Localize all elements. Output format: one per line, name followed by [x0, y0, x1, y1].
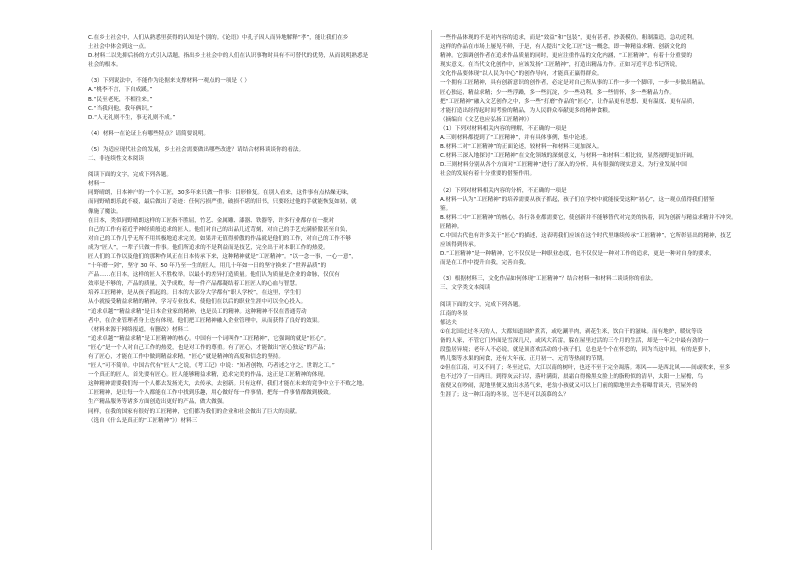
right-text-line: 雀便又在吵闹，泥地里便又放出水蒸气来，老翁小孩就又可以上门前的隙地里去坐着曝背谈天，营屋外的 — [440, 383, 698, 390]
left-text-line: 从小就接受精益求精的精神，学习专业技术，使他们在以后的职业生涯中可以全心投入。 — [88, 299, 307, 306]
left-text-line: “追求卓越”“精益求精”是日本企业家的精神，也是员工的精神。这种精神不仅在普通劳动 — [88, 308, 307, 315]
right-text-line: 而是在工作中提升自我，完善自我。 — [440, 260, 530, 267]
left-text-line: D.材料二以先抑后扬的方式引入话题，指出乡土社会中的人们在认识事物时具有不可替代的优势，从而说明熟悉是 — [88, 53, 369, 60]
left-text-line: 成为“匠人”，一辈子只做一件事。他们所追求的不是利益而是技艺，完全出于对本职工作的热爱。 — [88, 244, 329, 251]
left-text-line — [88, 139, 426, 146]
left-text-line: “匠人”可不简单。中国古代有“匠人”之说，《考工记》中说：“知者创物，巧者述之守之，世谓之工。” — [88, 363, 335, 370]
left-text-line: 阅读下面的文字，完成下列各题。 — [88, 172, 172, 179]
right-text-line: 生涯了；这一种江南的冬景，岂不是可以羡慕的么？ — [440, 392, 569, 399]
right-column — [440, 34, 780, 401]
left-text-line: （选自《什么是真正的“工匠精神”》）材料三 — [88, 417, 198, 424]
right-text-line: 三、文学类文本阅读 — [440, 285, 491, 292]
left-text-line: C.“当我问他，我年俩识。” — [88, 105, 153, 112]
left-text-line: 对自己的工作几乎无所不用其极地追求完美。如果并无值得骄傲的作品就是他们的工作，对自己的工作不够 — [88, 235, 351, 242]
left-text-line: B.“民至老死，不相往来。” — [88, 96, 153, 103]
right-text-line — [440, 180, 780, 187]
left-text-line: 在日本，类似同野晴朗这样的工匠指不胜屈，竹艺、金属雕、漆器、铁器等，许多行业都存在一批对 — [88, 217, 335, 224]
left-text-line: 像施了魔法。 — [88, 208, 122, 215]
right-text-line: （2）下列对材料相关内容的分析，不正确的一项是 — [440, 187, 567, 194]
left-text-line: A.“桃李不言，下自成蹊。” — [88, 87, 153, 94]
left-text-line: 材料一 — [88, 181, 105, 188]
left-text-line: 二、非连续性文本阅读 — [88, 156, 144, 163]
right-text-line: 一个拥有工匠精神，具有创新意识的创作者，必定是对自己所从事的工作一步一个脚印，一步一步做出精品。 — [440, 80, 709, 87]
right-text-line — [440, 268, 780, 275]
left-text-line: 产品……在日本，这样的匠人不胜枚举。以最小的差异打造质量。他们认为质量是企业的命脉，仅仅有 — [88, 272, 340, 279]
left-text-line: 同野晴朗，日本神户的一个小工匠，30多年来只做一件事：目形修复。在别人看来，这件事有点枯燥无味， — [88, 190, 353, 197]
right-text-line: 匠心独运，精益求精；少一些浮躁，多一些沉淀，少一些功利，多一些情怀，多一些精品力作。 — [440, 89, 675, 96]
left-text-line: 者中，在企业管理者身上也有体现。他们把工匠精神融入企业管理中，从而获得了良好的效果。 — [88, 317, 323, 324]
right-text-line: 应该得到传承。 — [440, 242, 480, 249]
left-text-line: 自己的工作有着近乎神经质般追求的匠人。他们对自己的出品几近苛刻，对自己的手艺充满骄傲甚至自负， — [88, 226, 351, 233]
right-text-line: 这样的作品在市场上屡见不鲜，于是，有人提出“文化工匠”这一概念，即一种精益求精、创新文化的 — [440, 44, 687, 51]
left-text-line: 而同野晴朗乐此不疲，最后做出了奇迹：任何污损严重，破损不堪的旧书，只要经过他的手就能恢复如初，就 — [88, 199, 357, 206]
right-text-line: D.三则材料分别从各个方面对“工匠精神”进行了深入的分析，具有很强的现实意义，为行业发展中国 — [440, 162, 687, 169]
left-text-line: （4）材料一在论证上有哪些特点？请简要说明。 — [88, 130, 210, 137]
right-text-line: B.材料二中“工匠精神”的核心，各行各业都需要它，使创新并不能够替代对完美的执着，因为创新与精益求精并不冲突。 — [440, 214, 737, 221]
column-divider — [431, 30, 432, 550]
left-text-line: 生产精品服务等诸多方面创造出更好的产品，做大做强。 — [88, 399, 228, 406]
right-text-line: 鉴。 — [440, 205, 452, 212]
left-text-line: （5）为适应现代社会的发展，乡土社会需要做出哪些改进？请结合材料谈谈你的看法。 — [88, 146, 305, 153]
right-text-line: 段蛰居异境；老年人不必说，就是顶喜欢活动的小孩子们，总也是个个在怀恋的，因为当这中间，有的是萝卜， — [440, 347, 715, 353]
right-text-line: 一些作品体现的不是对内容的追求，而是“效益”和“包装”，更有甚者，抄袭模仿，粗制滥造，急功近利。 — [440, 35, 698, 41]
right-text-line: （摘编自《文艺也应弘扬工匠精神》） — [440, 116, 533, 123]
right-text-line: 阅读下面的文字，完成下列各题。 — [440, 301, 524, 308]
left-text-line — [88, 70, 426, 77]
right-text-line: C.中国古代也有许多关于“匠心”的描述，这表明我们应该在这个时代里继续传承“工匠精神”，它所彰显出的精神，技艺 — [440, 232, 732, 239]
right-text-line: A.三则材料都提到了“工匠精神”，并有具体事例，集中论述。 — [440, 135, 592, 142]
right-text-line: 才能打造出经得起时间考验的精品，为人民群众奉献更多的精神食粮。 — [440, 107, 614, 114]
right-text-line: 把“工匠精神”融入文艺创作之中，多一些“打磨”作品的“匠心”，让作品更有思想、更有温度、更有品质， — [440, 98, 698, 105]
left-text-line: 这种精神需要我们每一个人都去发扬光大，去传承，去创新。只有这样，我们才能在未来的竞争中立于不败之地。 — [88, 381, 368, 388]
left-text-line: 社会的根本。 — [88, 62, 122, 69]
left-text-line: 土社会中体会到这一点。 — [88, 44, 150, 51]
right-text-line: 社会的发展有着十分重要的借鉴作用。 — [440, 171, 536, 178]
right-text-line: D.“工匠精神”是一种精神，它不仅仅是一种职业态度，也不仅仅是一种对工作的追求，更是一种对自身的要求， — [440, 251, 715, 258]
right-text-line: 也不过冷了一日两日。到得灰云扫尽，落叶满街，晨霜白得像黑女脸上的脂粉似的清早，太阳一上屋檐，鸟 — [440, 374, 703, 381]
left-text-line — [88, 123, 426, 130]
left-text-line: 效率是不够的，产品的质量，关乎成败，每一件产品都凝结着工匠匠人的心血与智慧。 — [88, 281, 301, 288]
left-text-line: 工匠精神，是让每一个人都能在工作中找到乐趣，用心做好每一件事情，把每一件事情都做到极致。 — [88, 390, 335, 397]
right-text-line: 文化作品要体现“以人民为中心”的创作导向，才能真正赢得群众。 — [440, 71, 603, 78]
right-text-line: （1）下列对材料相关内容的理解，不正确的一项是 — [440, 125, 567, 132]
right-text-line: 鸭儿梨等水果的闲食，还有大年夜、正月初一、元宵等热闹的节期。 — [440, 356, 608, 363]
left-text-line: 有了匠心，才能在工作中做到精益求精，“匠心”就是精神的高度和信念的坚持。 — [88, 354, 284, 360]
right-text-line: B.材料二对“工匠精神”的正面论述，较材料一和材料三更加深入。 — [440, 144, 603, 151]
right-text-line: 匠精神。 — [440, 223, 463, 230]
right-text-line: （3）根据材料三，文化作品如何体现“工匠精神”？结合材料一和材料二谈谈你的看法。 — [440, 276, 657, 283]
left-column — [88, 34, 426, 426]
right-text-line: C.材料三深入地探讨“工匠精神”在文化领域的深刻意义，与材料一和材料二相比较，显然视野更加开阔， — [440, 153, 698, 160]
left-text-line: “追求卓越”“精益求精”是工匠精神的核心。中国有一个词叫作“工匠精神”，它强调的就是“匠心”。 — [88, 335, 330, 342]
left-text-line: （材料来源于网络报道，有删改）材料二 — [88, 326, 189, 333]
left-text-line: C.在乡土社会中，人们从熟悉里获得的认知是个别的。《论语》中孔子因人而异地解释“孝”，能让我们在乡 — [88, 35, 349, 41]
left-text-line: D.“人无礼则不生，事无礼则不成。” — [88, 114, 176, 121]
right-text-line — [440, 294, 780, 301]
right-text-line: A.材料一认为“工匠精神”的培养需要从孩子抓起，孩子们在学校中就能接受这种“初心”，这一观点值得我们借鉴 — [440, 196, 715, 203]
left-text-line: “匠心”是一个人对自己工作的热爱，也是对工作的尊重。有了匠心，才能做出“匠心独运”的产品； — [88, 344, 329, 351]
right-text-line: ②但在江南，可又不同了；冬至过后，大江以南的树叶，也还不至于完全凋落。寒风——是西北风——间或吹来，至多 — [440, 365, 731, 372]
left-text-line: （3）下列说法中，不能作为论据来支撑材料一观点的一项是（ ） — [88, 78, 250, 85]
right-text-line: 精神。它强调创作者在追求作品质量的同时，更应注重作品的文化内涵，“工匠精神”，有着十分重要的 — [440, 53, 692, 60]
left-text-line: 培养工匠精神，是从孩子抓起的。日本的大部分大学都有“职人学校”，在这里，学生们 — [88, 290, 301, 297]
right-text-line: 江南的冬景 — [440, 310, 468, 317]
right-text-line: 现实意义。在当代文化创作中，应该发扬“工匠精神”，打造出精品力作。正如习近平总书记所说， — [440, 62, 681, 69]
left-text-line: 一个真正的匠人，首先要有匠心。匠人能够精益求精，追求完美的作品，这正是工匠精神的体现。 — [88, 372, 329, 379]
left-text-line: 同样，在我的国家有很好的工匠精神，它们都为我们的企业和社会做出了巨大的贡献。 — [88, 408, 301, 415]
left-text-line — [88, 164, 426, 171]
left-text-line: “十年磨一剑”，坚守 30 年、50 年乃至一生的匠人，用几十年如一日的坚守换来了“世界品质”的 — [88, 263, 327, 270]
right-text-line: 备的人家，不管它门外面是雪深几尺，或风大若雷，躲在屋里过活的三个月的生活，却是一年之中最有劲的一 — [440, 337, 709, 344]
left-text-line: 匠人们的工作以及他们的那种作风正在日本传承下来，这种精神就是“工匠精神”。“以一念一事，一心一意”， — [88, 253, 357, 260]
right-text-line: ①在北国过过冬天的人，大都知道围炉煮茗，或吃涮羊肉，剥花生米，饮白干的滋味。而有地炉，暖炕等设 — [440, 328, 703, 335]
right-text-line: 郁达夫 — [440, 319, 457, 326]
